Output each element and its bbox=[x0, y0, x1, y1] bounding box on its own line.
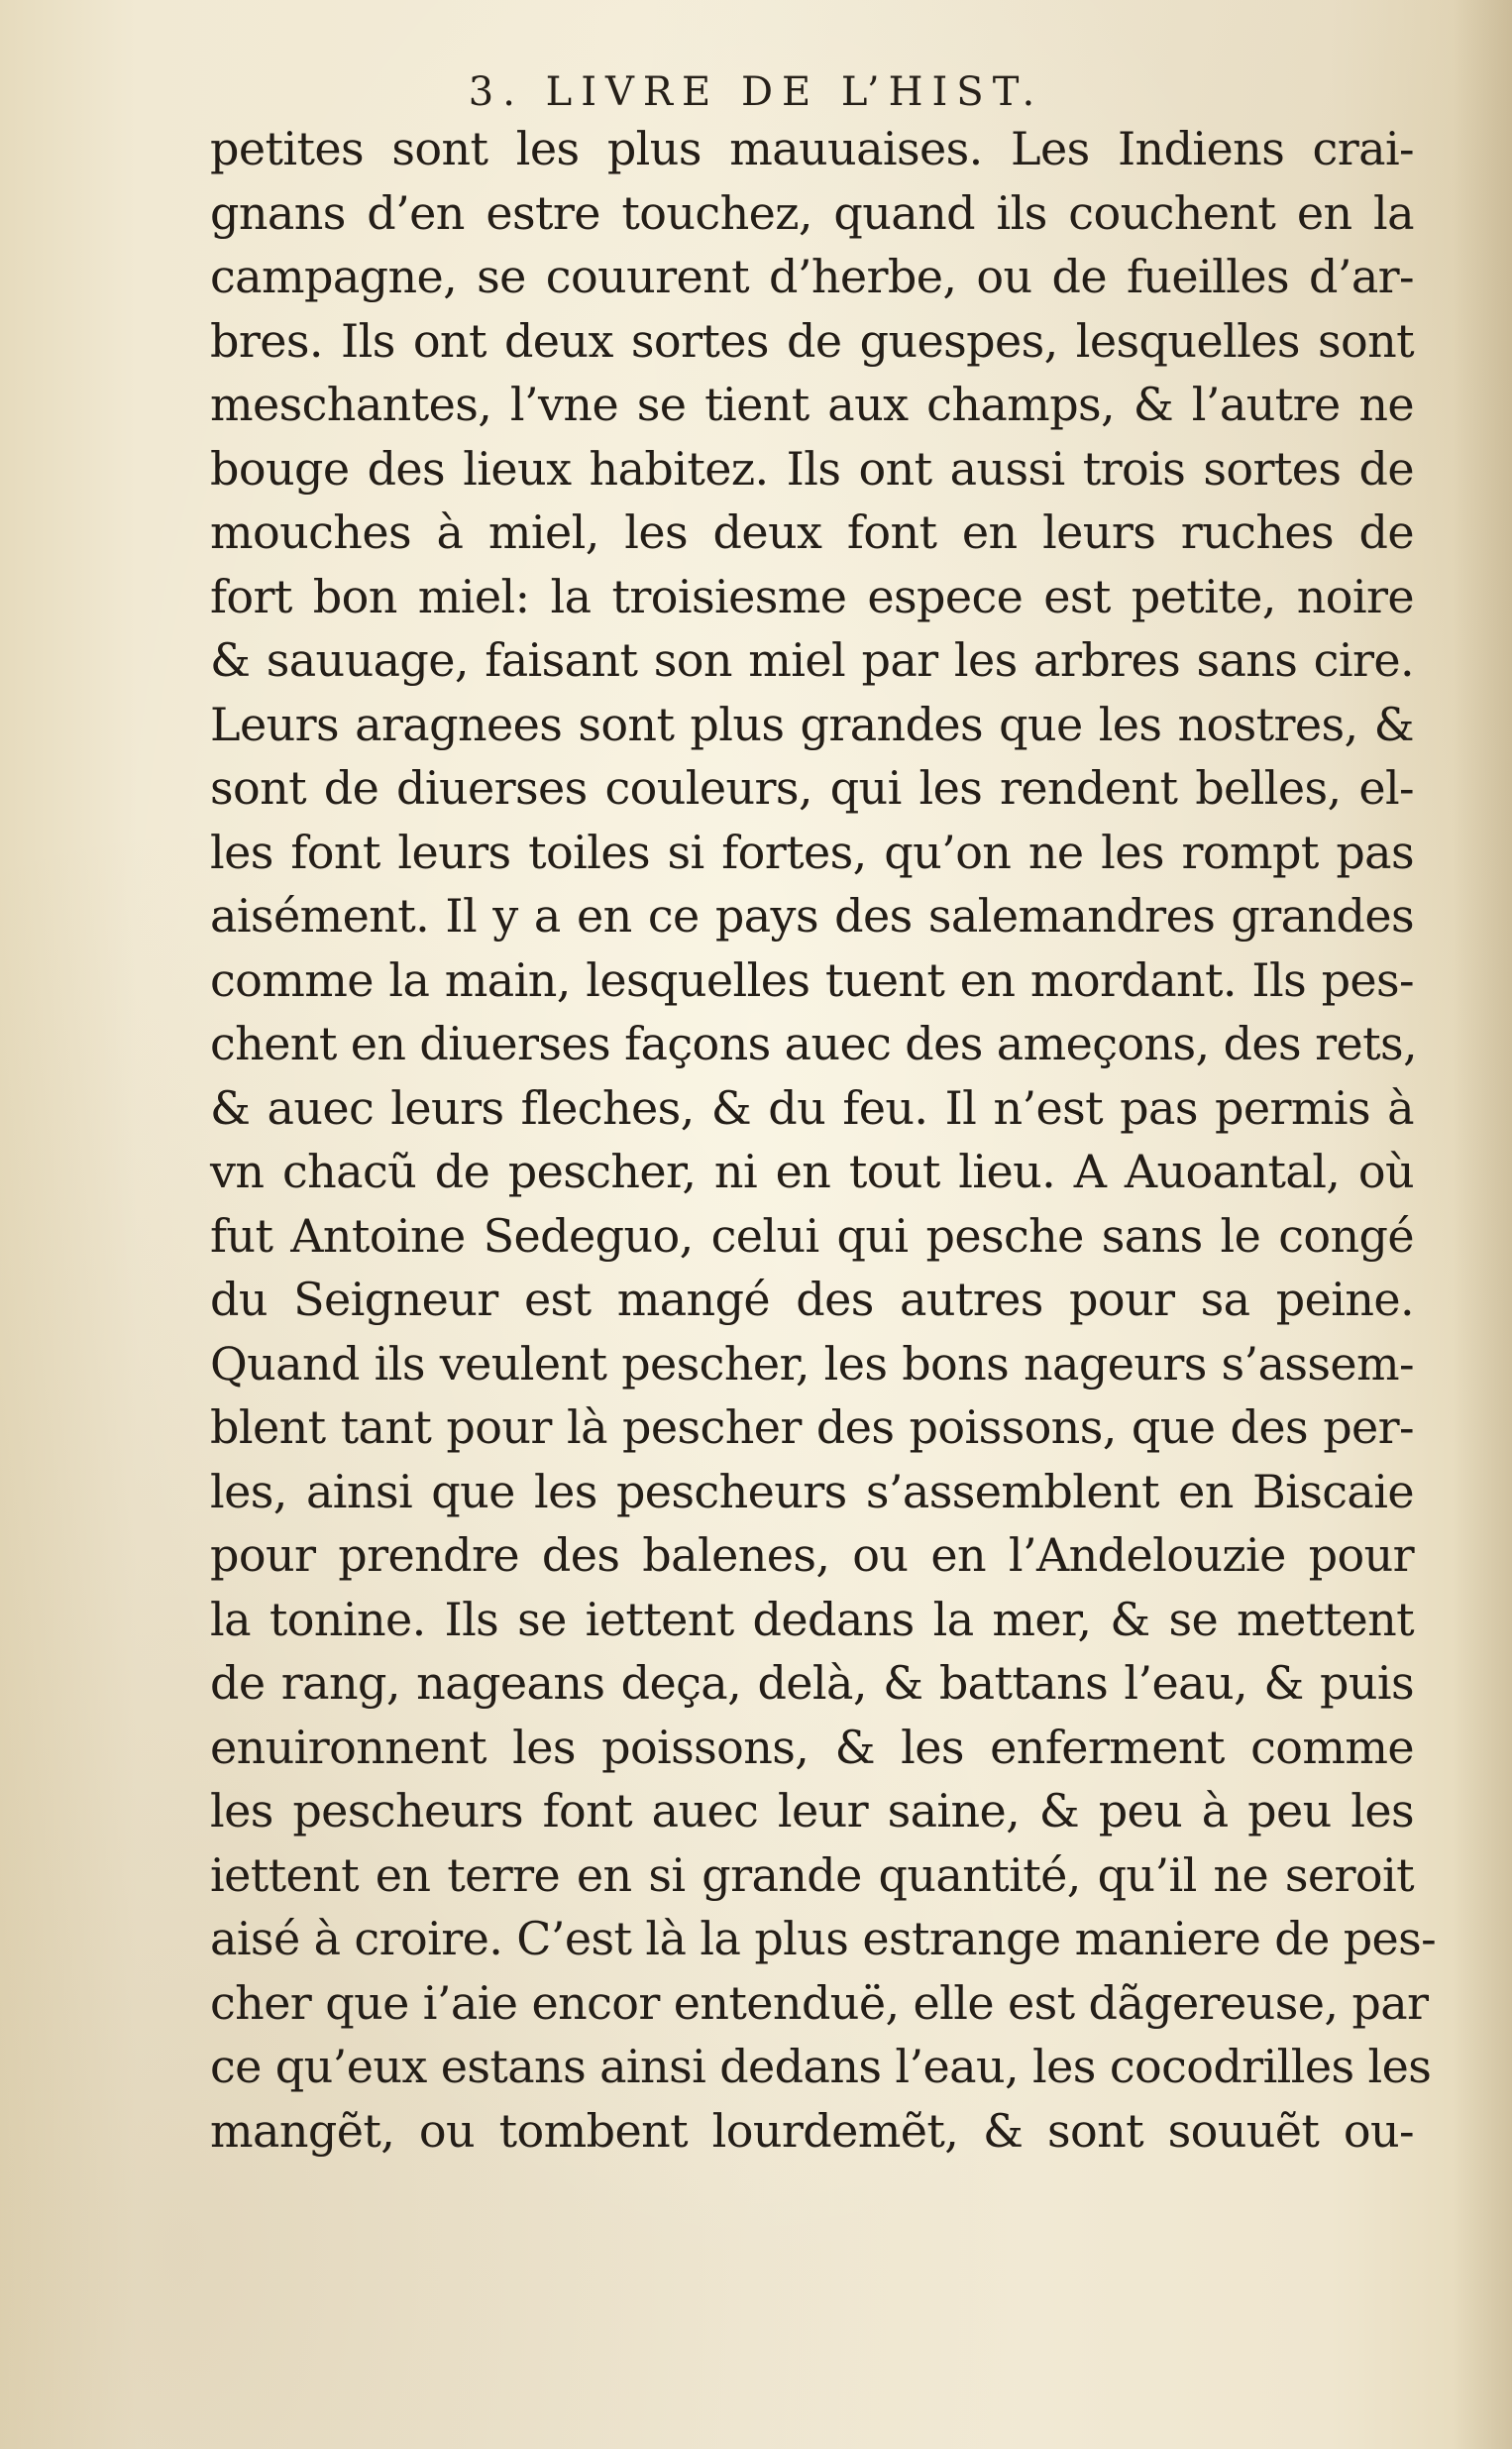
text-line: comme la main, lesquelles tuent en mordant. Ils pes- bbox=[210, 952, 1414, 1007]
text-line: les pescheurs font auec leur saine, & peu à peu les bbox=[210, 1784, 1414, 1837]
text-line: enuironnent les poissons, & les enferment comme bbox=[210, 1720, 1414, 1774]
text-line: gnans d’en estre touchez, quand ils couchent en la bbox=[210, 185, 1414, 240]
text-line: petites sont les plus mauuaises. Les Indiens crai- bbox=[210, 122, 1414, 175]
text-line: les, ainsi que les pescheurs s’assemblent en Biscaie bbox=[210, 1464, 1414, 1518]
text-line: meschantes, l’vne se tient aux champs, & l’autre ne bbox=[210, 378, 1414, 431]
text-line: cher que i’aie encor entenduë, elle est dãgereuse, par bbox=[210, 1975, 1429, 2030]
text-line: mouches à miel, les deux font en leurs ruches de bbox=[210, 505, 1414, 559]
text-line: chent en diuerses façons auec des ameçons, des rets, bbox=[210, 1017, 1418, 1070]
text-line: les font leurs toiles si fortes, qu’on ne les rompt pas bbox=[210, 825, 1414, 879]
text-line: ce qu’eux estans ainsi dedans l’eau, les cocodrilles les bbox=[210, 2040, 1432, 2093]
running-head: 3. LIVRE DE L’HIST. bbox=[468, 69, 1044, 115]
text-line: vn chacũ de pescher, ni en tout lieu. A Auoantal, où bbox=[210, 1145, 1414, 1198]
text-line: Leurs aragnees sont plus grandes que les nostres, & bbox=[210, 697, 1414, 751]
text-line: sont de diuerses couleurs, qui les rendent belles, el- bbox=[210, 761, 1414, 815]
page-gutter-shadow bbox=[1453, 0, 1512, 2449]
text-line: blent tant pour là pescher des poissons, que des per- bbox=[210, 1400, 1414, 1454]
text-line: du Seigneur est mangé des autres pour sa peine. bbox=[210, 1273, 1414, 1326]
text-line: bouge des lieux habitez. Ils ont aussi trois sortes de bbox=[210, 441, 1414, 496]
text-line: & sauuage, faisant son miel par les arbres sans cire. bbox=[210, 633, 1414, 687]
text-line: mangẽt, ou tombent lourdemẽt, & sont souuẽt ou- bbox=[210, 2103, 1414, 2158]
text-line: fort bon miel: la troisiesme espece est petite, noire bbox=[210, 569, 1414, 623]
text-line: campagne, se couurent d’herbe, ou de fueilles d’ar- bbox=[210, 250, 1414, 303]
text-line: Quand ils veulent pescher, les bons nageurs s’assem- bbox=[210, 1336, 1414, 1391]
text-line: fut Antoine Sedeguo, celui qui pesche sans le congé bbox=[210, 1208, 1414, 1263]
text-line: aisé à croire. C’est là la plus estrange maniere de pes- bbox=[210, 1912, 1437, 1965]
text-line: bres. Ils ont deux sortes de guespes, lesquelles sont bbox=[210, 313, 1414, 368]
text-line: de rang, nageans deça, delà, & battans l’eau, & puis bbox=[210, 1656, 1414, 1710]
text-line: la tonine. Ils se iettent dedans la mer, & se mettent bbox=[210, 1592, 1414, 1646]
text-line: aisément. Il y a en ce pays des salemandres grandes bbox=[210, 889, 1414, 943]
text-line: pour prendre des balenes, ou en l’Andelouzie pour bbox=[210, 1528, 1414, 1582]
text-line: & auec leurs fleches, & du feu. Il n’est pas permis à bbox=[210, 1080, 1414, 1135]
text-line: iettent en terre en si grande quantité, qu’il ne seroit bbox=[210, 1847, 1414, 1902]
body-text bbox=[210, 117, 1437, 2163]
